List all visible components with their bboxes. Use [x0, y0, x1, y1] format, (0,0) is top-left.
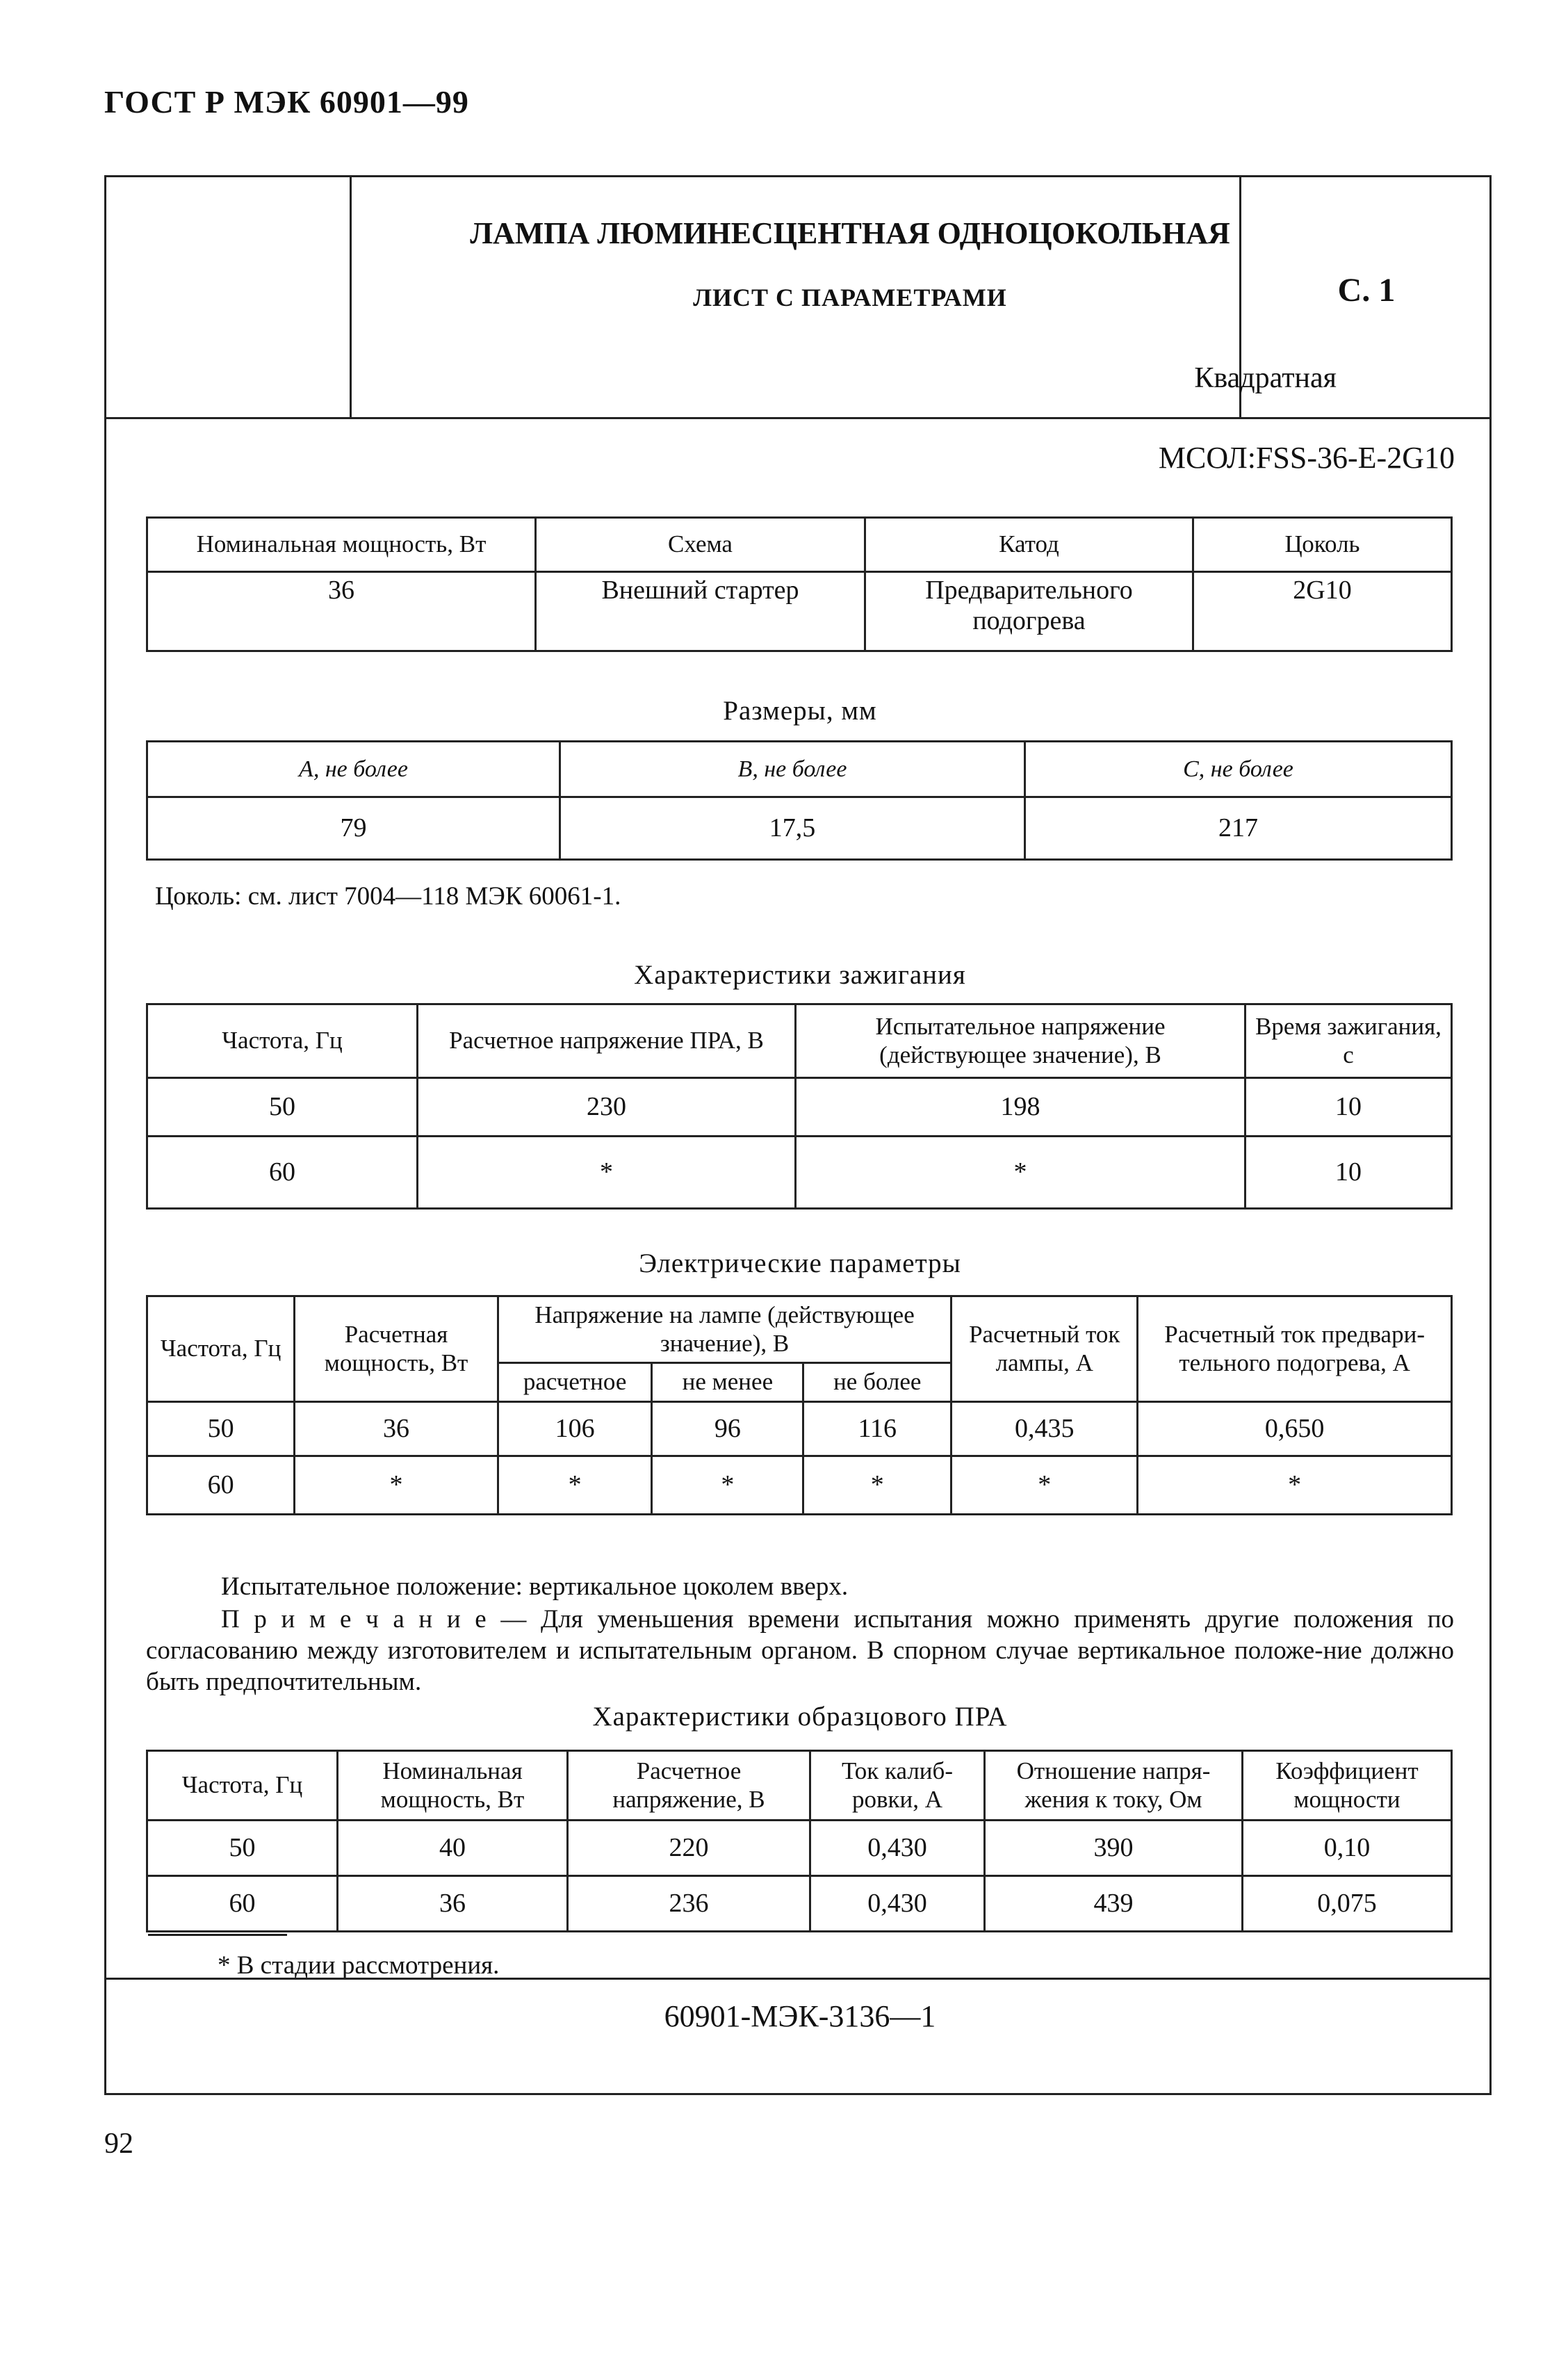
data-cell: *: [498, 1456, 652, 1515]
general-parameters-table: [146, 516, 1453, 652]
electrical-caption: Электрические параметры: [639, 1248, 961, 1278]
header-cell: Цоколь: [1193, 518, 1452, 572]
data-cell: 10: [1246, 1137, 1452, 1209]
data-cell: 0,10: [1243, 1821, 1452, 1876]
header-cell: Катод: [865, 518, 1193, 572]
data-cell: 60: [147, 1456, 295, 1515]
data-cell: *: [295, 1456, 498, 1515]
data-cell: 198: [796, 1078, 1246, 1137]
header-cell: расчетное: [498, 1363, 652, 1402]
ignition-table: [146, 1003, 1453, 1210]
header-cell: Время зажигания, с: [1246, 1004, 1452, 1078]
header-cell: C, не более: [1025, 742, 1452, 797]
header-cell: Схема: [536, 518, 865, 572]
document-header: ГОСТ Р МЭК 60901—99: [104, 84, 469, 120]
header-cell: не более: [803, 1363, 952, 1402]
data-cell: 0,075: [1243, 1876, 1452, 1932]
data-cell: 0,435: [952, 1402, 1138, 1456]
data-cell: *: [1138, 1456, 1452, 1515]
data-cell: 60: [147, 1876, 338, 1932]
header-cell: Расчетный ток предвари-тельного подогрева, А: [1138, 1296, 1452, 1402]
data-cell: 60: [147, 1137, 418, 1209]
data-cell: 217: [1025, 797, 1452, 860]
page-number: 92: [104, 2128, 133, 2160]
header-cell: A, не более: [147, 742, 560, 797]
header-cell: Частота, Гц: [147, 1004, 418, 1078]
header-cell: Расчетное напряжение, В: [568, 1751, 810, 1821]
data-cell: 36: [147, 572, 536, 651]
data-cell: 0,650: [1138, 1402, 1452, 1456]
data-cell: 0,430: [810, 1876, 985, 1932]
ballast-caption: Характеристики образцового ПРА: [592, 1702, 1008, 1732]
note-text: — Для уменьшения времени испытания можно применять другие положения по согласованию между изготовителем и испытательным органом. В спорном случае вертикальное положе-ние должно быть предпочтительным.: [146, 1605, 1454, 1697]
header-cell: Испытательное напряжение (действующее значение), В: [796, 1004, 1246, 1078]
sheet-title: ЛАМПА ЛЮМИНЕСЦЕНТНАЯ ОДНОЦОКОЛЬНАЯ: [470, 216, 1230, 250]
data-cell: 50: [147, 1078, 418, 1137]
data-cell: 439: [985, 1876, 1243, 1932]
data-cell: 79: [147, 797, 560, 860]
data-cell: 40: [338, 1821, 568, 1876]
data-cell: 50: [147, 1402, 295, 1456]
header-cell: Отношение напря-жения к току, Ом: [985, 1751, 1243, 1821]
header-cell: Коэффициент мощности: [1243, 1751, 1452, 1821]
data-cell: 10: [1246, 1078, 1452, 1137]
data-cell: *: [952, 1456, 1138, 1515]
data-cell: 36: [338, 1876, 568, 1932]
header-cell: Частота, Гц: [147, 1296, 295, 1402]
data-cell: *: [796, 1137, 1246, 1209]
data-cell: 96: [652, 1402, 803, 1456]
title-bottom-rule: [106, 417, 1489, 419]
header-cell: Номинальная мощность, Вт: [147, 518, 536, 572]
data-cell: 0,430: [810, 1821, 985, 1876]
data-cell: *: [803, 1456, 952, 1515]
parameter-sheet-frame: [104, 175, 1492, 2095]
lamp-designation: МСОЛ:FSS-36-E-2G10: [1158, 441, 1455, 475]
data-cell: 2G10: [1193, 572, 1452, 651]
data-cell: 17,5: [560, 797, 1025, 860]
data-cell: Предварительного подогрева: [865, 572, 1193, 651]
page-mark: С. 1: [1337, 272, 1396, 309]
data-cell: 230: [418, 1078, 796, 1137]
note: [146, 1604, 1454, 1697]
data-cell: *: [652, 1456, 803, 1515]
header-cell: Расчетное напряжение ПРА, В: [418, 1004, 796, 1078]
sheet-subtitle: ЛИСТ С ПАРАМЕТРАМИ: [693, 284, 1007, 311]
test-position: Испытательное положение: вертикальное цоколем вверх.: [221, 1572, 849, 1601]
header-cell: Расчетный ток лампы, А: [952, 1296, 1138, 1402]
ignition-caption: Характеристики зажигания: [634, 960, 966, 990]
data-cell: Внешний стартер: [536, 572, 865, 651]
sheet-identifier: 60901-МЭК-3136—1: [664, 1999, 936, 2033]
note-label: П р и м е ч а н и е: [221, 1605, 487, 1634]
dimensions-caption: Размеры, мм: [723, 696, 877, 726]
header-cell: не менее: [652, 1363, 803, 1402]
header-cell: Расчетная мощность, Вт: [295, 1296, 498, 1402]
header-cell: Напряжение на лампе (действующее значение), В: [498, 1296, 951, 1363]
data-cell: 36: [295, 1402, 498, 1456]
header-cell: B, не более: [560, 742, 1025, 797]
header-cell: Ток калиб-ровки, А: [810, 1751, 985, 1821]
header-cell: Номинальная мощность, Вт: [338, 1751, 568, 1821]
header-cell: Частота, Гц: [147, 1751, 338, 1821]
data-cell: *: [418, 1137, 796, 1209]
footnote-rule: [148, 1934, 287, 1936]
footnote: * В стадии рассмотрения.: [218, 1951, 500, 1980]
lamp-shape: Квадратная: [1194, 362, 1337, 394]
footer-rule: [106, 1978, 1489, 1980]
data-cell: 390: [985, 1821, 1243, 1876]
data-cell: 106: [498, 1402, 652, 1456]
data-cell: 116: [803, 1402, 952, 1456]
data-cell: 236: [568, 1876, 810, 1932]
base-note: Цоколь: см. лист 7004—118 МЭК 60061-1.: [155, 882, 621, 911]
ballast-table: [146, 1750, 1453, 1932]
dimensions-table: [146, 740, 1453, 861]
electrical-table: [146, 1295, 1453, 1515]
data-cell: 220: [568, 1821, 810, 1876]
data-cell: 50: [147, 1821, 338, 1876]
